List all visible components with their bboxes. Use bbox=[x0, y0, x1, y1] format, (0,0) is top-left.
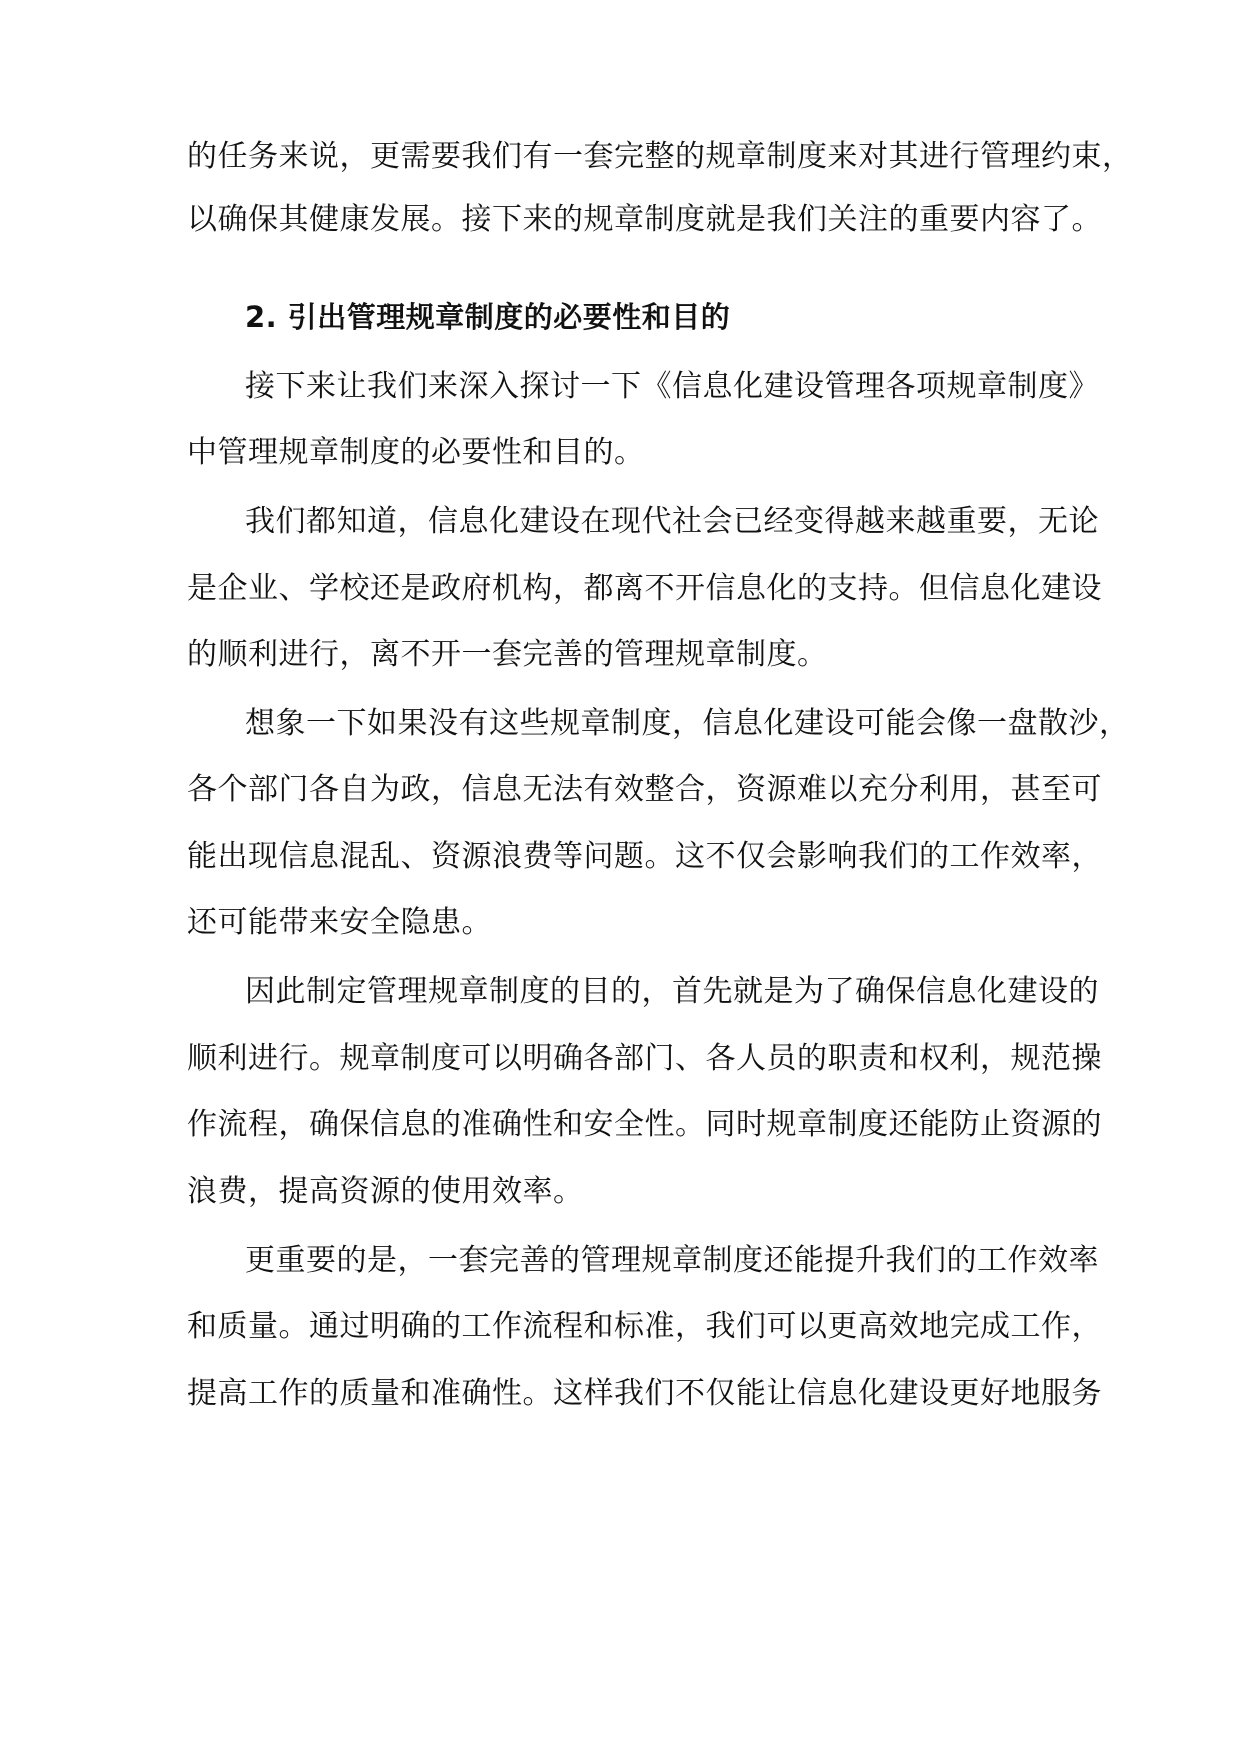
paragraph-line: 想象一下如果没有这些规章制度，信息化建设可能会像一盘散沙， bbox=[245, 706, 1130, 741]
paragraph-line: 还可能带来安全隐患。 bbox=[187, 905, 492, 940]
paragraph-line: 的任务来说，更需要我们有一套完整的规章制度来对其进行管理约束， bbox=[187, 139, 1133, 174]
paragraph-line: 是企业、学校还是政府机构，都离不开信息化的支持。但信息化建设 bbox=[187, 571, 1102, 606]
paragraph-line: 更重要的是，一套完善的管理规章制度还能提升我们的工作效率 bbox=[245, 1243, 1099, 1278]
paragraph-line: 以确保其健康发展。接下来的规章制度就是我们关注的重要内容了。 bbox=[187, 202, 1102, 237]
paragraph-line: 浪费，提高资源的使用效率。 bbox=[187, 1174, 584, 1209]
paragraph-line: 和质量。通过明确的工作流程和标准，我们可以更高效地完成工作， bbox=[187, 1309, 1102, 1344]
paragraph-line: 各个部门各自为政，信息无法有效整合，资源难以充分利用，甚至可 bbox=[187, 772, 1102, 807]
paragraph-line: 能出现信息混乱、资源浪费等问题。这不仅会影响我们的工作效率， bbox=[187, 839, 1102, 874]
paragraph-line: 我们都知道，信息化建设在现代社会已经变得越来越重要，无论 bbox=[245, 504, 1099, 539]
section-heading: 2. 引出管理规章制度的必要性和目的 bbox=[245, 300, 731, 334]
paragraph-line: 中管理规章制度的必要性和目的。 bbox=[187, 435, 645, 470]
paragraph-line: 接下来让我们来深入探讨一下《信息化建设管理各项规章制度》 bbox=[245, 369, 1099, 404]
paragraph-line: 顺利进行。规章制度可以明确各部门、各人员的职责和权利，规范操 bbox=[187, 1041, 1102, 1076]
paragraph-line: 因此制定管理规章制度的目的，首先就是为了确保信息化建设的 bbox=[245, 974, 1099, 1009]
paragraph-line: 的顺利进行，离不开一套完善的管理规章制度。 bbox=[187, 637, 828, 672]
paragraph-line: 作流程，确保信息的准确性和安全性。同时规章制度还能防止资源的 bbox=[187, 1107, 1102, 1142]
paragraph-line: 提高工作的质量和准确性。这样我们不仅能让信息化建设更好地服务 bbox=[187, 1376, 1102, 1411]
